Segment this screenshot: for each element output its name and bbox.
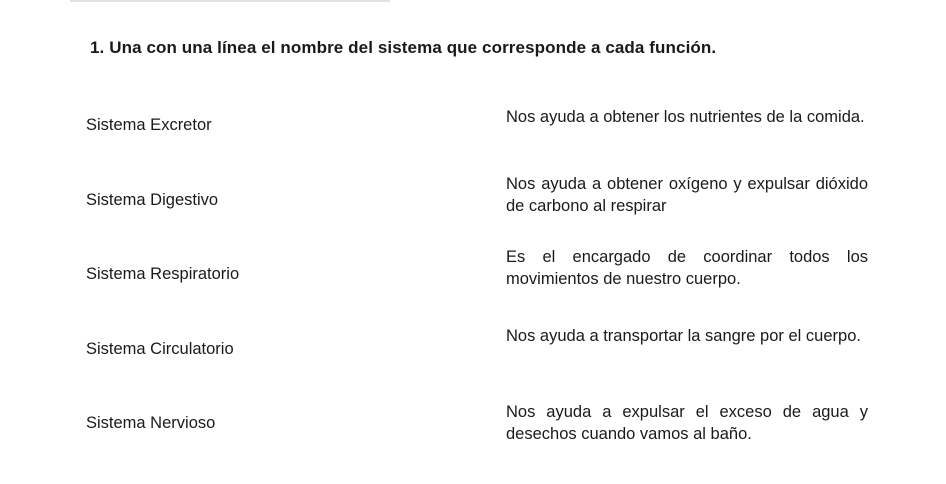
system-circulatorio: Sistema Circulatorio (86, 340, 234, 358)
question-heading (90, 38, 716, 58)
function-oxigeno: Nos ayuda a obtener oxígeno y expulsar dióxido de carbono al respirar (506, 175, 868, 215)
system-respiratorio: Sistema Respiratorio (86, 265, 240, 283)
system-excretor: Sistema Excretor (86, 116, 212, 134)
question-number: 1. (90, 38, 105, 57)
question-text: Una con una línea el nombre del sistema que corresponde a cada función. (109, 38, 717, 57)
system-digestivo: Sistema Digestivo (86, 191, 219, 209)
function-sangre: Nos ayuda a transportar la sangre por el cuerpo. (506, 327, 861, 345)
function-nutrientes: Nos ayuda a obtener los nutrientes de la comida. (506, 108, 865, 126)
function-expulsar-agua: Nos ayuda a expulsar el exceso de agua y desechos cuando vamos al baño. (506, 403, 868, 443)
function-coordinar: Es el encargado de coordinar todos los movimientos de nuestro cuerpo. (506, 248, 868, 288)
top-divider (70, 0, 390, 2)
system-nervioso: Sistema Nervioso (86, 414, 216, 432)
